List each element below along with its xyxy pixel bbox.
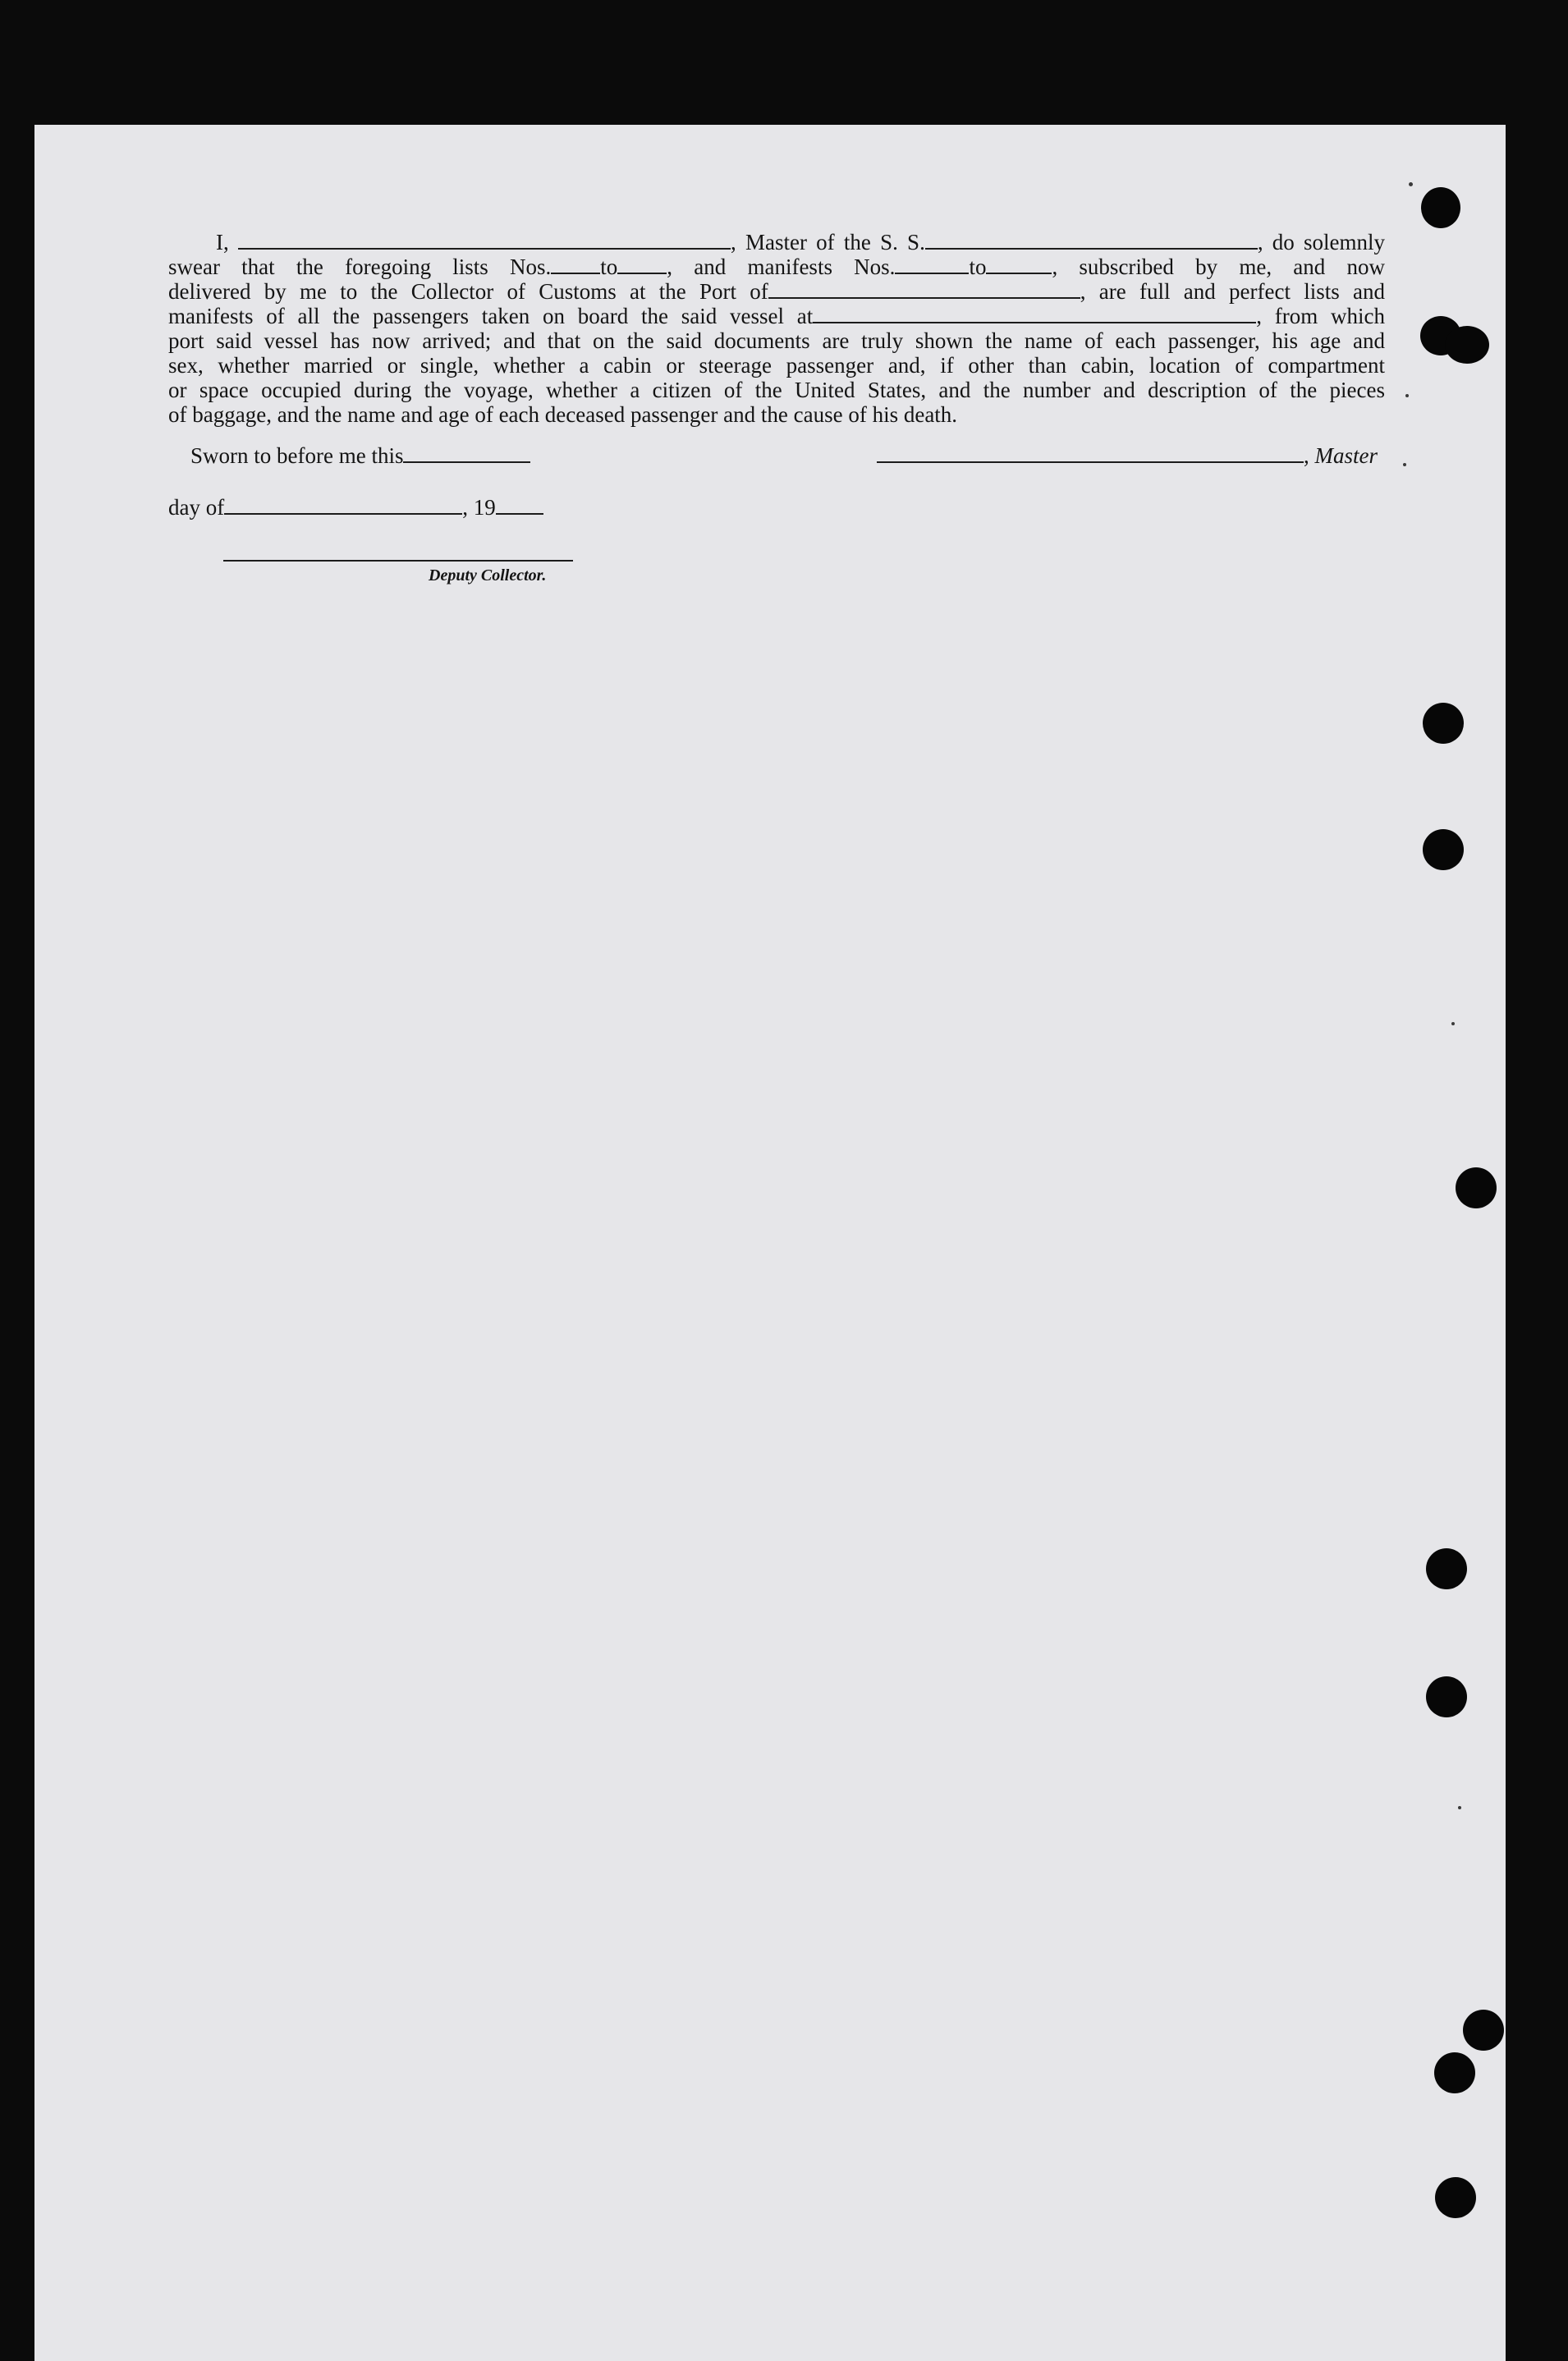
punch-hole	[1435, 2177, 1476, 2218]
punch-hole	[1423, 829, 1464, 870]
punch-hole	[1426, 1548, 1467, 1589]
deputy-signature-line	[223, 560, 573, 562]
boarding-port-blank	[813, 305, 1256, 323]
ship-name-blank	[925, 232, 1258, 250]
punch-hole	[1426, 1676, 1467, 1717]
sworn-date-blank	[403, 445, 530, 463]
oath-line-4: manifests of all the passengers taken on board the said vessel at , from which	[168, 304, 1385, 328]
oath-line-5: port said vessel has now arrived; and that on the said documents are truly shown the name of each passenger, his age and	[168, 328, 1385, 353]
oath-line-1: I, , Master of the S. S. , do solemnly	[216, 230, 1386, 254]
oath-line-6: sex, whether married or single, whether a cabin or steerage passenger and, if other than cabin, location of compartment	[168, 353, 1385, 378]
punch-hole	[1456, 1167, 1497, 1208]
day-blank	[224, 497, 462, 515]
master-name-blank	[238, 232, 731, 250]
lists-from-blank	[551, 256, 600, 274]
lists-to-blank	[617, 256, 667, 274]
master-signature-blank	[877, 445, 1304, 463]
oath-paragraph	[168, 230, 1385, 427]
punch-hole	[1423, 703, 1464, 744]
sworn-statement: Sworn to before me this	[190, 443, 530, 469]
port-blank	[768, 281, 1080, 299]
punch-hole	[1421, 187, 1460, 228]
year-blank	[496, 497, 543, 515]
scan-speck	[1403, 463, 1406, 466]
punch-hole	[1434, 2052, 1475, 2093]
punch-hole	[1463, 2010, 1504, 2051]
scan-speck	[1409, 182, 1413, 186]
scan-speck	[1458, 1806, 1461, 1809]
day-of-line: day of , 19	[168, 495, 543, 520]
manifests-from-blank	[895, 256, 969, 274]
scan-speck	[1451, 1022, 1455, 1025]
punch-hole	[1445, 326, 1489, 364]
oath-line-8: of baggage, and the name and age of each deceased passenger and the cause of his death.	[168, 402, 958, 427]
oath-line-7: or space occupied during the voyage, whether a citizen of the United States, and the number and description of the pieces	[168, 378, 1385, 402]
oath-line-2: swear that the foregoing lists Nos. to , and manifests Nos. to , subscribed by me, and now	[168, 254, 1385, 279]
oath-line-3: delivered by me to the Collector of Customs at the Port of , are full and perfect lists and	[168, 279, 1385, 304]
scan-speck	[1405, 394, 1409, 397]
manifests-to-blank	[986, 256, 1052, 274]
deputy-collector-label: Deputy Collector.	[429, 566, 547, 585]
master-signature: , Master	[877, 443, 1378, 469]
